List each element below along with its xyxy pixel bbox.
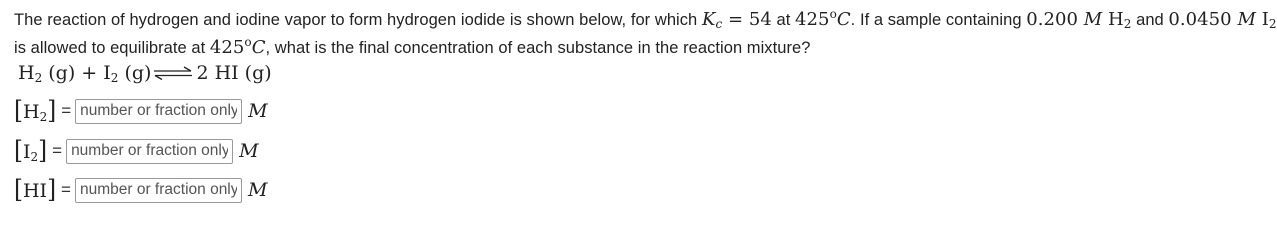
reactant-i2-state: (g) — [118, 62, 152, 84]
answer-row-h2 — [14, 98, 268, 124]
question-text-segment: and — [1131, 11, 1169, 29]
equals-sign: = — [52, 141, 63, 160]
question-text-segment: The reaction of hydrogen and iodine vapor to form hydrogen iodide is shown below, for which — [14, 11, 702, 29]
reactant-h2-state: (g) + — [42, 62, 104, 84]
equals-sign: = — [61, 180, 71, 199]
reactant-i2: $I_2$ — [103, 62, 119, 85]
question-text-segment: . If a sample containing — [850, 11, 1027, 29]
species-label-h2: $[H_2]$ — [14, 96, 57, 126]
species-label-hi: [HI] — [14, 175, 57, 205]
reactant-h2: $H_2$ — [18, 62, 43, 85]
question-line-2 — [14, 34, 1194, 62]
reaction-equation — [18, 62, 272, 84]
equilibrium-constant: $K_c = 54$ — [701, 9, 772, 31]
answer-row-hi — [14, 177, 267, 203]
question-text-segment: at — [771, 11, 796, 29]
answer-row-i2 — [14, 138, 259, 164]
hi-concentration-input[interactable] — [75, 178, 242, 203]
equilibrium-arrow-icon — [153, 66, 193, 80]
unit-label-molar: M — [239, 140, 259, 162]
question-text-segment: , what is the final concentration of each substance in the reaction mixture? — [265, 39, 811, 57]
temperature: 425$^o$C — [795, 7, 851, 30]
equals-sign: = — [61, 101, 72, 120]
question-line-1 — [14, 6, 1277, 34]
temperature: 425$^o$C — [209, 35, 266, 58]
unit-label-molar: M — [247, 179, 268, 201]
species-label-i2: $[I_2]$ — [14, 136, 48, 166]
product-hi: 2 HI (g) — [196, 62, 272, 84]
question-text-segment: is allowed to equilibrate at — [14, 39, 210, 57]
h2-initial-concentration: 0.200 M $H_2$ — [1026, 9, 1132, 31]
i2-initial-concentration: 0.0450 M $I_2$ — [1168, 9, 1277, 31]
unit-label-molar: M — [248, 100, 268, 122]
question-text — [14, 6, 1277, 62]
i2-concentration-input[interactable] — [66, 139, 233, 164]
h2-concentration-input[interactable] — [75, 99, 242, 124]
